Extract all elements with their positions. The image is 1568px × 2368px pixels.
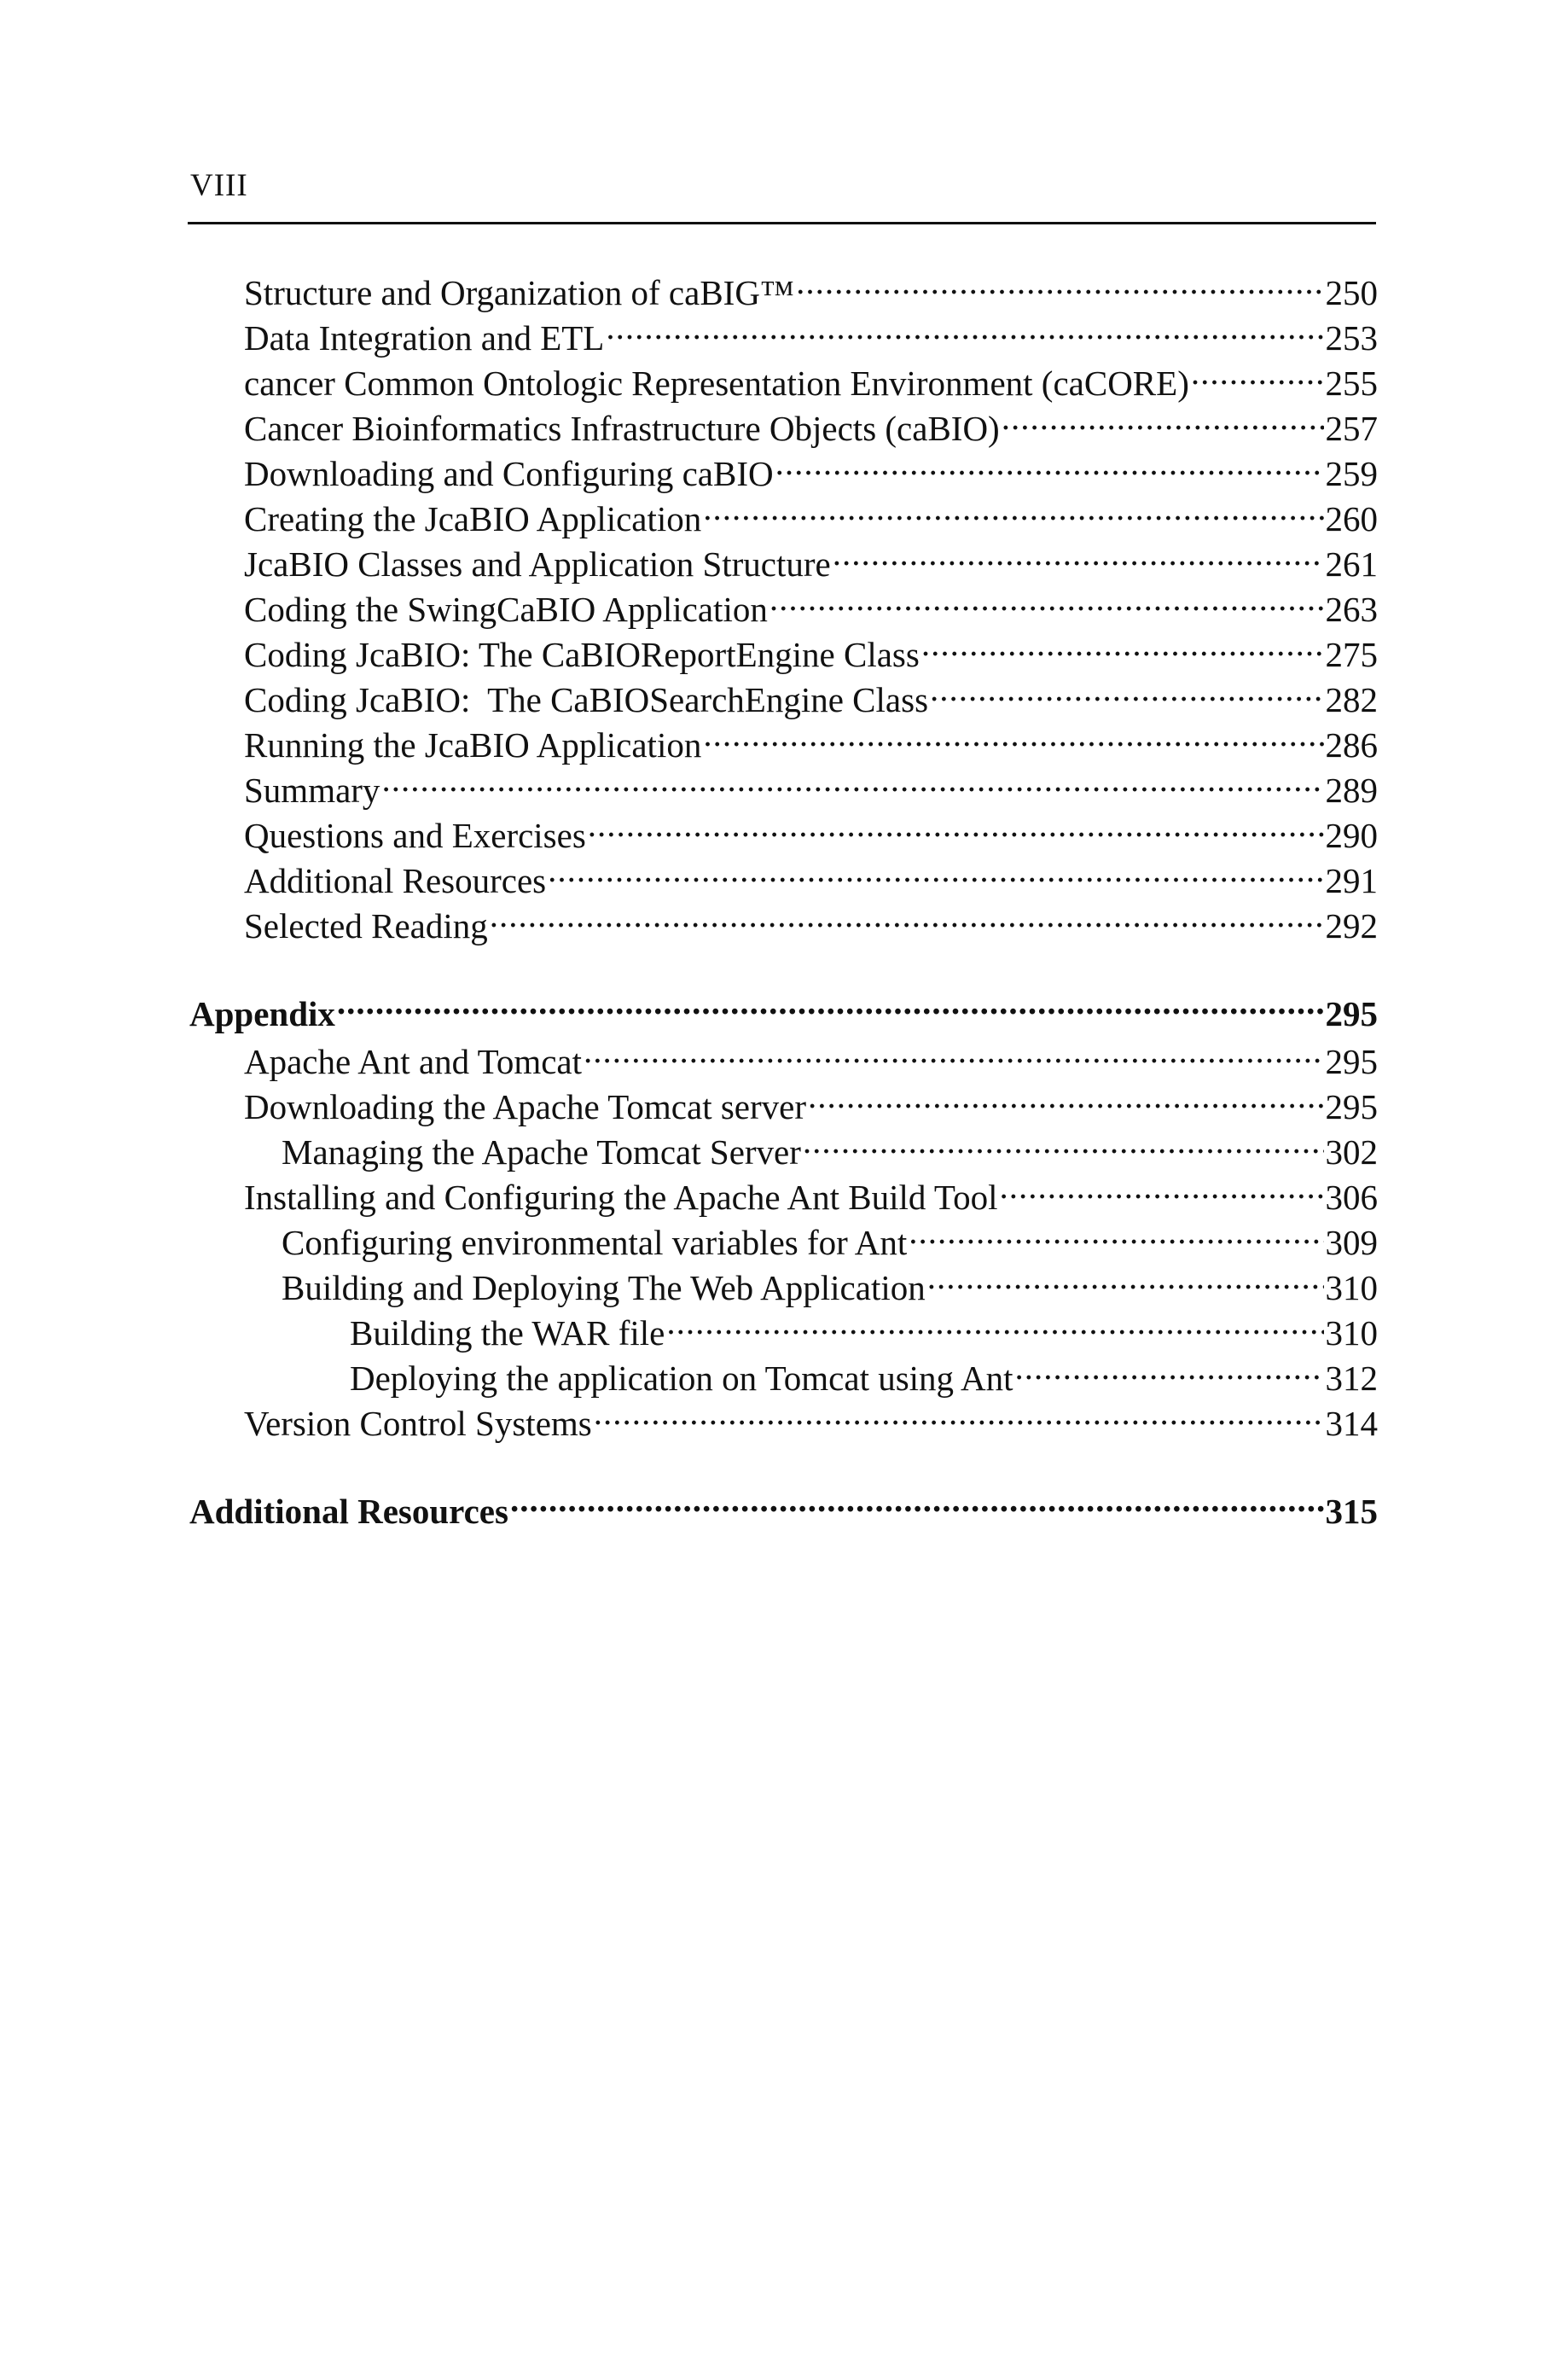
dot-leader xyxy=(796,259,1323,305)
toc-entry-title: Building and Deploying The Web Application xyxy=(282,1268,926,1307)
toc-entry-page: 309 xyxy=(1325,1223,1378,1262)
toc-entry-title: Downloading the Apache Tomcat server xyxy=(244,1087,807,1126)
dot-leader xyxy=(803,1119,1324,1164)
toc-entry-page: 295 xyxy=(1325,1042,1378,1081)
dot-leader xyxy=(1002,395,1324,440)
additional-resources-section xyxy=(189,1478,1378,1531)
dot-leader xyxy=(1015,1345,1324,1390)
dot-leader xyxy=(808,1073,1323,1119)
toc-entry-page: 312 xyxy=(1325,1359,1378,1398)
toc-entry-title: JcaBIO Classes and Application Structure xyxy=(244,544,831,584)
toc-entry-page: 261 xyxy=(1325,544,1378,584)
dot-leader xyxy=(666,1300,1323,1345)
toc-entry-title: Version Control Systems xyxy=(244,1404,592,1443)
dot-leader xyxy=(510,1478,1324,1523)
toc-entry-page: 302 xyxy=(1325,1132,1378,1172)
header-rule xyxy=(188,222,1376,224)
toc-entry-page: 292 xyxy=(1325,906,1378,945)
toc-heading-title: Additional Resources xyxy=(189,1492,508,1531)
dot-leader xyxy=(381,757,1323,802)
dot-leader xyxy=(921,621,1324,666)
toc-entry-page: 260 xyxy=(1325,499,1378,538)
dot-leader xyxy=(775,440,1324,486)
dot-leader xyxy=(584,1028,1323,1073)
toc-entry-page: 275 xyxy=(1325,635,1378,674)
dot-leader xyxy=(594,1390,1324,1435)
toc-heading-page: 315 xyxy=(1325,1492,1378,1531)
appendix-section xyxy=(189,980,1378,1443)
toc-entry-title: Data Integration and ETL xyxy=(244,318,605,358)
toc-heading-title: Appendix xyxy=(189,994,335,1033)
dot-leader xyxy=(703,712,1323,757)
toc-entry-page: 289 xyxy=(1325,771,1378,810)
dot-leader xyxy=(606,305,1323,350)
toc-entry-title: Building the WAR file xyxy=(350,1313,665,1353)
toc-entry[interactable] xyxy=(189,1028,1378,1081)
toc-entry-title: Managing the Apache Tomcat Server xyxy=(282,1132,801,1172)
dot-leader xyxy=(769,576,1324,621)
toc-entry-title: Deploying the application on Tomcat using Ant xyxy=(350,1359,1013,1398)
toc-entry-title: cancer Common Ontologic Representation Environment (caCORE) xyxy=(244,364,1189,403)
dot-leader xyxy=(909,1209,1323,1254)
toc-entry-page: 250 xyxy=(1325,273,1378,312)
toc-entry-title: Structure and Organization of caBIG™ xyxy=(244,273,795,312)
toc-entry-title: Downloading and Configuring caBIO xyxy=(244,454,774,493)
toc-entry[interactable] xyxy=(189,259,1378,312)
toc-entry-page: 282 xyxy=(1325,680,1378,719)
toc-entry-page: 263 xyxy=(1325,590,1378,629)
toc-entry-title: Running the JcaBIO Application xyxy=(244,725,702,765)
toc-entry-title: Cancer Bioinformatics Infrastructure Objects (caBIO) xyxy=(244,409,1000,448)
page-number: VIII xyxy=(190,168,248,203)
dot-leader xyxy=(1191,350,1324,395)
dot-leader xyxy=(927,1254,1324,1300)
toc-entry-title: Questions and Exercises xyxy=(244,816,586,855)
toc-entry-title: Apache Ant and Tomcat xyxy=(244,1042,583,1081)
toc-entry-page: 295 xyxy=(1325,1087,1378,1126)
toc-entry-page: 314 xyxy=(1325,1404,1378,1443)
dot-leader xyxy=(490,893,1324,938)
toc-entry-title: Selected Reading xyxy=(244,906,488,945)
dot-leader xyxy=(999,1164,1323,1209)
dot-leader xyxy=(548,847,1323,893)
toc-heading-additional-resources[interactable] xyxy=(189,1478,1378,1531)
toc-entry-page: 310 xyxy=(1325,1268,1378,1307)
dot-leader xyxy=(588,802,1324,847)
toc-entry-page: 255 xyxy=(1325,364,1378,403)
toc-entry-title: Coding JcaBIO: The CaBIOReportEngine Class xyxy=(244,635,920,674)
dot-leader xyxy=(930,666,1323,712)
toc-entry-title: Coding JcaBIO: The CaBIOSearchEngine Class xyxy=(244,680,929,719)
toc-entry-page: 290 xyxy=(1325,816,1378,855)
toc-entry-page: 310 xyxy=(1325,1313,1378,1353)
toc-entry-title: Installing and Configuring the Apache Ant Build Tool xyxy=(244,1178,998,1217)
dot-leader xyxy=(833,531,1324,576)
toc-heading-appendix[interactable] xyxy=(189,980,1378,1033)
dot-leader xyxy=(337,980,1324,1026)
toc-entry-page: 291 xyxy=(1325,861,1378,900)
toc-entry-title: Additional Resources xyxy=(244,861,547,900)
toc-entry-page: 306 xyxy=(1325,1178,1378,1217)
chapter-entries xyxy=(189,259,1378,945)
toc-entry-page: 286 xyxy=(1325,725,1378,765)
table-of-contents xyxy=(189,259,1378,1531)
toc-entry-page: 259 xyxy=(1325,454,1378,493)
toc-entry-title: Summary xyxy=(244,771,380,810)
toc-entry-title: Creating the JcaBIO Application xyxy=(244,499,702,538)
dot-leader xyxy=(703,486,1323,531)
toc-entry-page: 253 xyxy=(1325,318,1378,358)
toc-entry-title: Configuring environmental variables for Ant xyxy=(282,1223,908,1262)
toc-entry-title: Coding the SwingCaBIO Application xyxy=(244,590,768,629)
toc-heading-page: 295 xyxy=(1325,994,1378,1033)
toc-entry-page: 257 xyxy=(1325,409,1378,448)
